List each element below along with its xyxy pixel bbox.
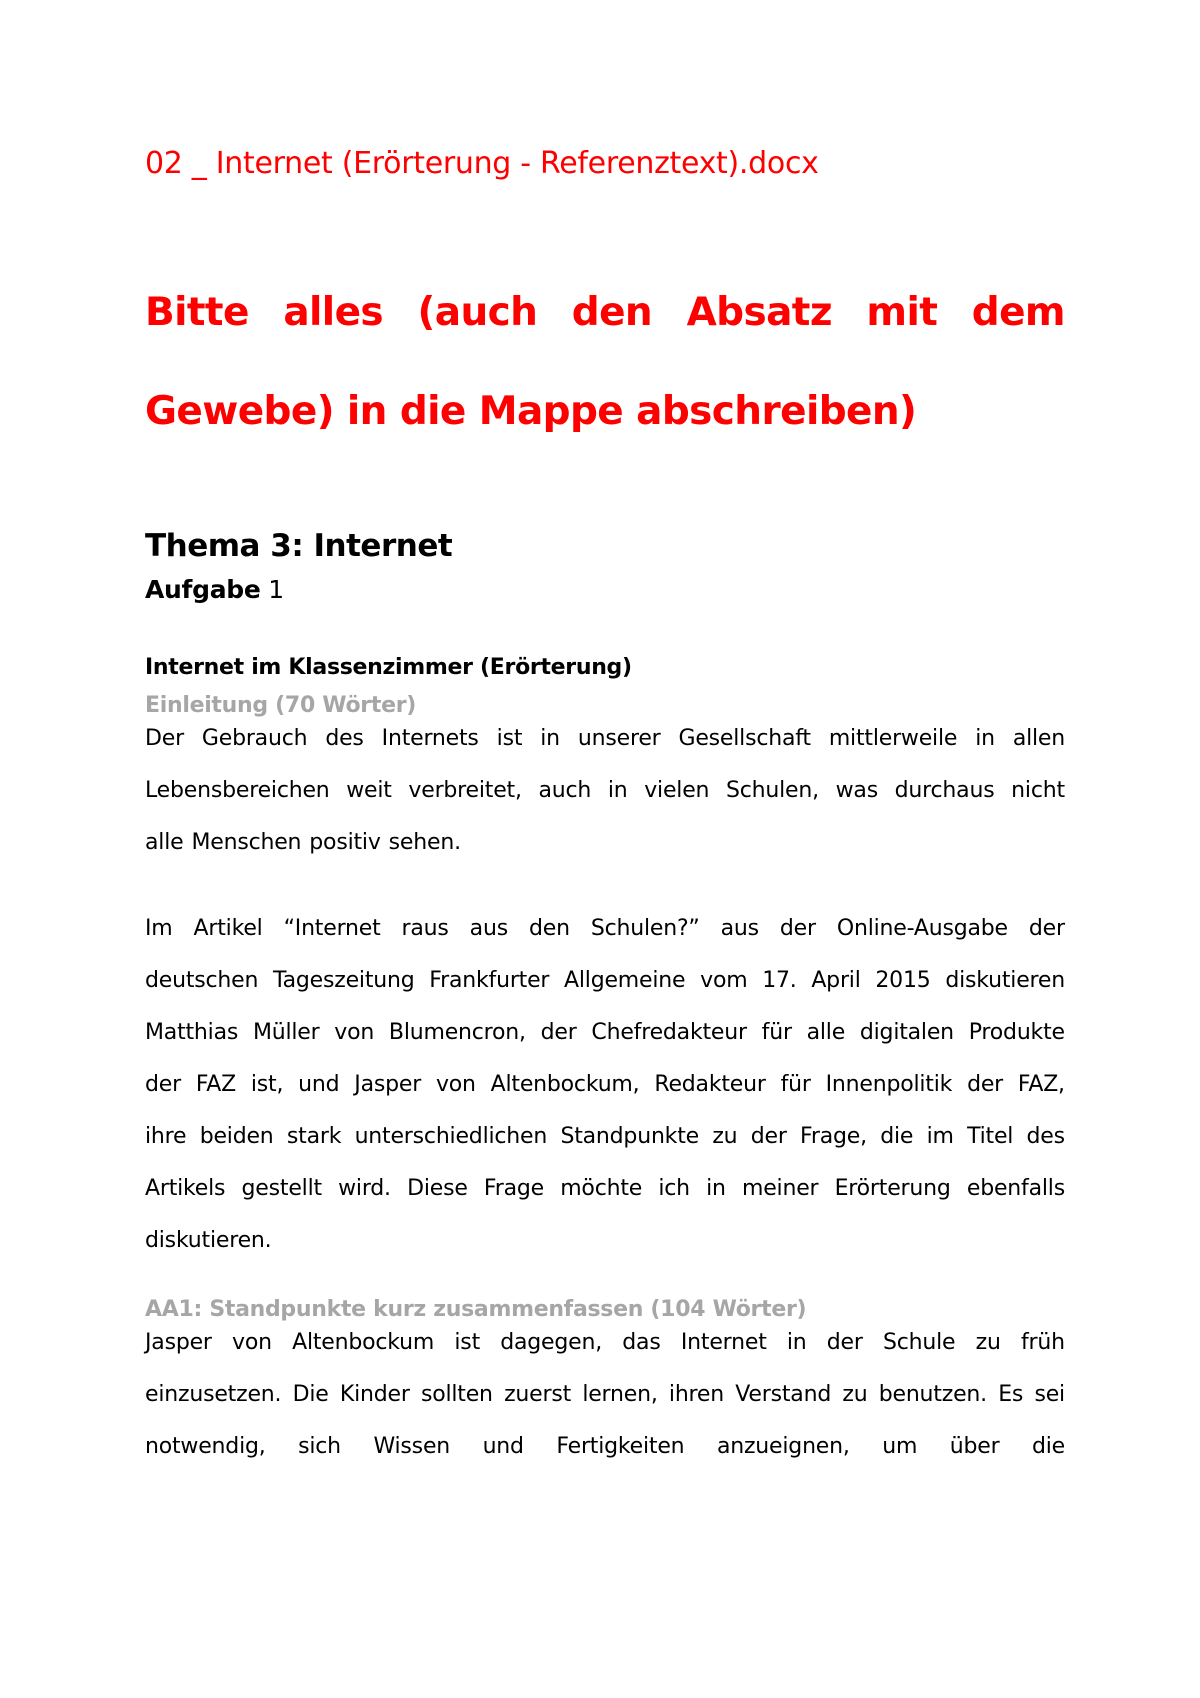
word: Redakteur (654, 1072, 766, 1097)
word: “Internet (283, 916, 381, 941)
document-filename: 02 _ Internet (Erörterung - Referenztext).docx (145, 146, 819, 181)
word: Frage, (800, 1124, 867, 1149)
word: sei (1034, 1382, 1065, 1407)
word: raus (401, 916, 449, 941)
word: sehen. (388, 830, 461, 855)
word: sollten (420, 1382, 493, 1407)
word: in (540, 726, 560, 751)
text-line (145, 1330, 1065, 1382)
instruction-line-2: Gewebe) in die Mappe abschreiben) (145, 389, 917, 434)
text-line (145, 968, 1065, 1020)
word: der (967, 1072, 1004, 1097)
word: diskutieren (945, 968, 1065, 993)
word: die (880, 1124, 914, 1149)
intro-paragraph-1 (145, 726, 1065, 882)
word: für (761, 1020, 792, 1045)
word: alle (806, 1020, 846, 1045)
word: Altenbockum (292, 1330, 435, 1355)
word: benutzen. (878, 1382, 987, 1407)
word: Kinder (339, 1382, 410, 1407)
word: vom (700, 968, 748, 993)
word: Jasper (145, 1330, 212, 1355)
instruction-word: mit (866, 290, 938, 335)
word: 2015 (875, 968, 931, 993)
task-number: 1 (268, 575, 284, 604)
word: ist (454, 1330, 480, 1355)
word: der (1028, 916, 1065, 941)
word: notwendig, (145, 1434, 266, 1459)
word: Matthias (145, 1020, 239, 1045)
word: vielen (644, 778, 710, 803)
word: möchte (560, 1176, 643, 1201)
word: der (145, 1072, 181, 1097)
word: Artikel (193, 916, 263, 941)
word: zu (842, 1382, 868, 1407)
word: verbreitet, (408, 778, 522, 803)
word: zu (975, 1330, 1001, 1355)
word: anzueignen, (716, 1434, 850, 1459)
text-line (145, 1124, 1065, 1176)
word: ist (496, 726, 523, 751)
text-line (145, 778, 1065, 830)
word: über (949, 1434, 1000, 1459)
word: Tageszeitung (273, 968, 415, 993)
word: FAZ, (1017, 1072, 1065, 1097)
word: Standpunkte (560, 1124, 699, 1149)
word: der (750, 1124, 787, 1149)
word: für (780, 1072, 811, 1097)
text-line (145, 830, 1065, 882)
instruction-heading (145, 290, 1065, 434)
aa1-heading: AA1: Standpunkte kurz zusammenfassen (104 Wörter) (145, 1297, 807, 1322)
word: in (706, 1176, 726, 1201)
word: durchaus (894, 778, 995, 803)
word: beiden (199, 1124, 274, 1149)
word: Fertigkeiten (556, 1434, 685, 1459)
word: des (325, 726, 364, 751)
text-line (145, 1228, 1065, 1280)
instruction-word: dem (971, 290, 1065, 335)
text-line (145, 916, 1065, 968)
word: 17. (762, 968, 797, 993)
word: den (528, 916, 570, 941)
word: Chefredakteur (591, 1020, 747, 1045)
word: Wissen (373, 1434, 451, 1459)
word: FAZ (195, 1072, 236, 1097)
word: Menschen (191, 830, 302, 855)
instruction-line-1 (145, 290, 1065, 390)
word: ebenfalls (966, 1176, 1065, 1201)
word: Schulen, (725, 778, 819, 803)
word: Produkte (968, 1020, 1065, 1045)
instruction-word: Absatz (686, 290, 832, 335)
word: unterschiedlichen (354, 1124, 548, 1149)
word: und (298, 1072, 340, 1097)
word: nicht (1011, 778, 1065, 803)
text-line (145, 726, 1065, 778)
word: zu (712, 1124, 738, 1149)
instruction-word: alles (283, 290, 384, 335)
task-label: Aufgabe (145, 575, 261, 604)
instruction-word: Bitte (145, 290, 249, 335)
word: die (1031, 1434, 1065, 1459)
word: zuerst (504, 1382, 572, 1407)
word: Internets (381, 726, 479, 751)
word: wird. (338, 1176, 391, 1201)
word: auch (538, 778, 592, 803)
word: Diese (407, 1176, 468, 1201)
word: von (435, 1072, 476, 1097)
word: Internet (680, 1330, 767, 1355)
aa1-paragraph (145, 1330, 1065, 1486)
word: meiner (741, 1176, 819, 1201)
instruction-word: (auch (417, 290, 538, 335)
word: Jasper (354, 1072, 422, 1097)
word: lernen, (582, 1382, 658, 1407)
word: Lebensbereichen (145, 778, 330, 803)
word: einzusetzen. (145, 1382, 282, 1407)
text-line (145, 1434, 1065, 1486)
word: Der (145, 726, 184, 751)
word: Müller (252, 1020, 320, 1045)
word: ihren (668, 1382, 725, 1407)
word: von (334, 1020, 375, 1045)
word: Frage (483, 1176, 544, 1201)
task-heading (145, 575, 284, 604)
word: Schule (882, 1330, 956, 1355)
word: positiv (309, 830, 381, 855)
word: gestellt (241, 1176, 322, 1201)
text-line (145, 1020, 1065, 1072)
word: ist, (250, 1072, 284, 1097)
word: der (779, 916, 816, 941)
word: sich (298, 1434, 341, 1459)
word: Innenpolitik (825, 1072, 953, 1097)
word: Gebrauch (201, 726, 308, 751)
word: ich (658, 1176, 690, 1201)
word: Allgemeine (564, 968, 686, 993)
word: von (232, 1330, 272, 1355)
word: stark (286, 1124, 342, 1149)
word: in (607, 778, 628, 803)
word: Altenbockum, (490, 1072, 640, 1097)
word: das (622, 1330, 661, 1355)
word: Online-Ausgabe (836, 916, 1008, 941)
word: im (926, 1124, 954, 1149)
word: was (835, 778, 878, 803)
word: um (882, 1434, 918, 1459)
word: Die (292, 1382, 329, 1407)
word: Es (998, 1382, 1024, 1407)
essay-subtitle: Internet im Klassenzimmer (Erörterung) (145, 655, 632, 680)
word: diskutieren. (145, 1228, 272, 1253)
word: Erörterung (834, 1176, 951, 1201)
text-line (145, 1072, 1065, 1124)
word: Titel (967, 1124, 1014, 1149)
word: mittlerweile (828, 726, 958, 751)
word: Blumencron, (388, 1020, 526, 1045)
word: unserer (577, 726, 661, 751)
word: dagegen, (500, 1330, 603, 1355)
word: alle (145, 830, 184, 855)
word: aus (469, 916, 508, 941)
word: früh (1020, 1330, 1065, 1355)
word: deutschen (145, 968, 259, 993)
word: Frankfurter (429, 968, 550, 993)
word: und (482, 1434, 524, 1459)
word: Artikels (145, 1176, 226, 1201)
word: ihre (145, 1124, 187, 1149)
word: April (811, 968, 861, 993)
word: Verstand (735, 1382, 832, 1407)
word: in (975, 726, 995, 751)
word: aus (720, 916, 759, 941)
word: der (540, 1020, 577, 1045)
word: allen (1012, 726, 1065, 751)
intro-paragraph-2 (145, 916, 1065, 1280)
word: in (786, 1330, 807, 1355)
word: Gesellschaft (678, 726, 811, 751)
text-line (145, 1382, 1065, 1434)
word: Schulen?” (590, 916, 700, 941)
text-line (145, 1176, 1065, 1228)
theme-heading: Thema 3: Internet (145, 528, 453, 564)
instruction-word: den (571, 290, 653, 335)
word: der (826, 1330, 863, 1355)
word: Im (145, 916, 173, 941)
intro-heading: Einleitung (70 Wörter) (145, 693, 416, 718)
word: digitalen (859, 1020, 954, 1045)
word: des (1026, 1124, 1065, 1149)
word: weit (346, 778, 392, 803)
